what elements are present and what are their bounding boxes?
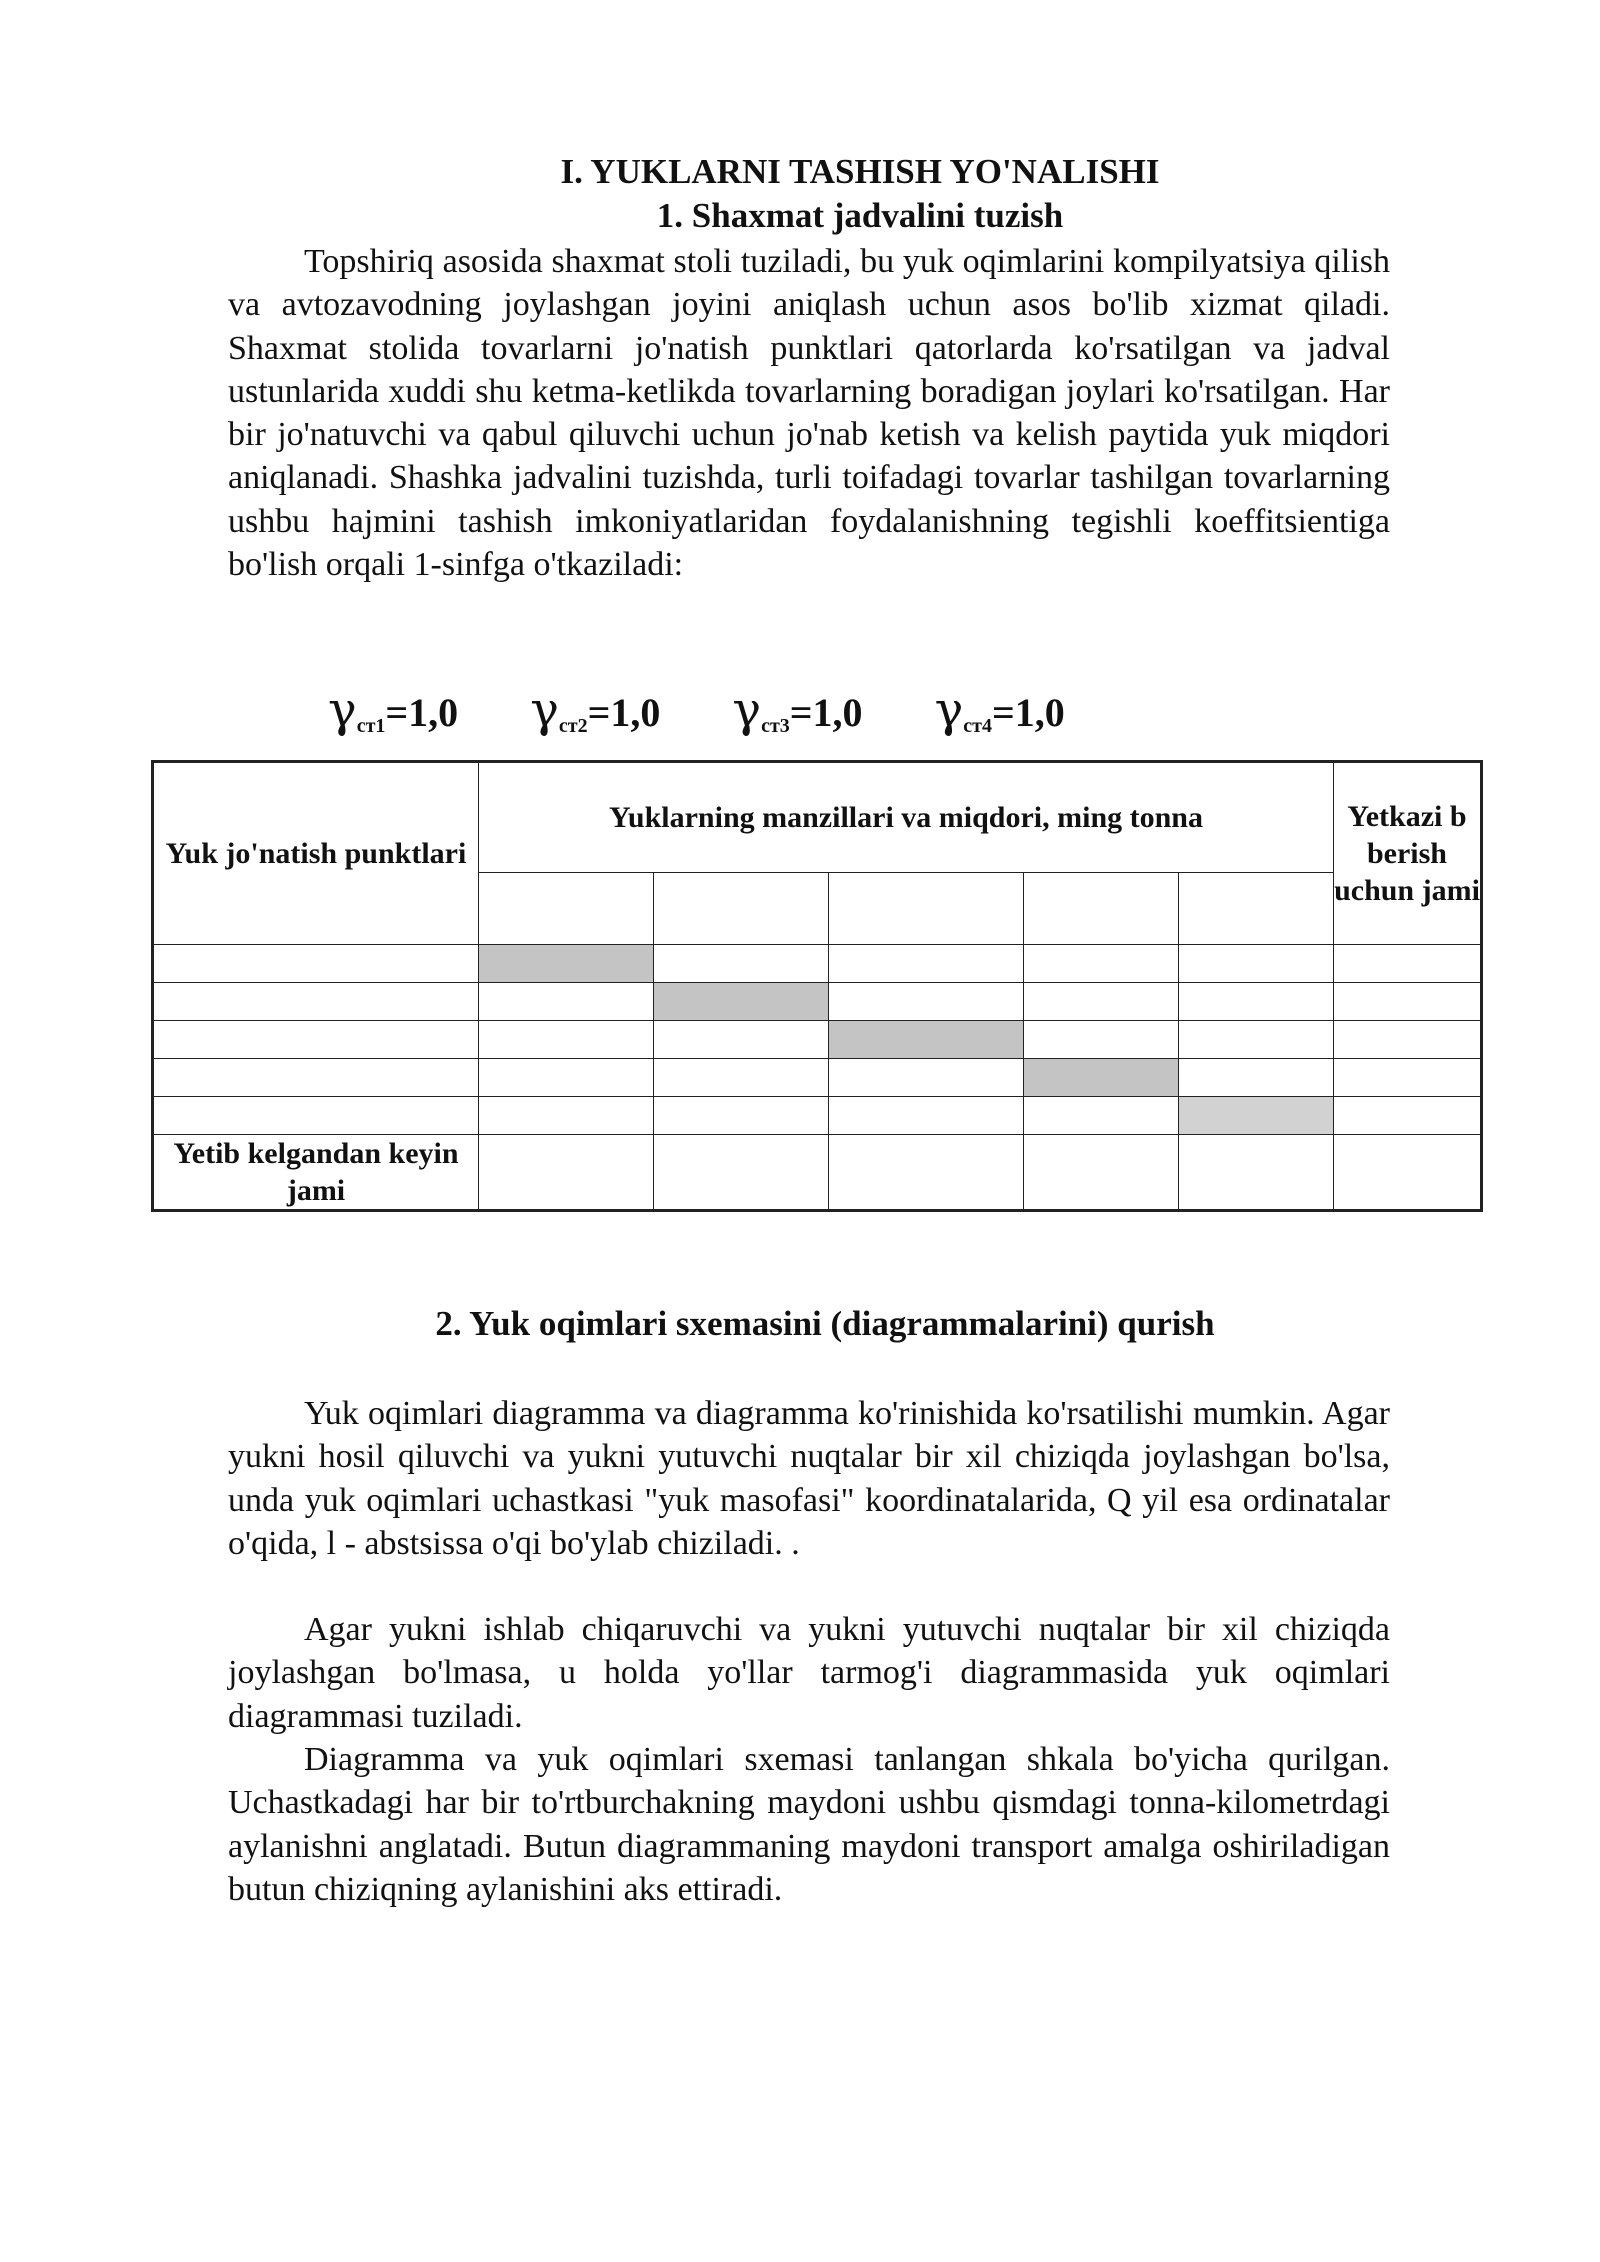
table-cell [829,873,1024,945]
table-cell [153,945,479,983]
table-cell [153,983,479,1021]
table-cell [479,1059,654,1097]
table-cell [1179,983,1334,1021]
table-row [153,1097,1482,1135]
paragraph-1: Topshiriq asosida shaxmat stoli tuziladi, bu yuk oqimlarini kompilyatsiya qilish va avtozavodning joylashgan joyini aniqlash uchun asos bo'lib xizmat qiladi. Shaxmat stolida tovarlarni jo'natish punktlari qatorlarda ko'rsatilgan va jadval ustunlarida xuddi shu ketma-ketlikda tovarlarning boradigan joylari ko'rsatilgan. Har bir jo'natuvchi va qabul qiluvchi uchun jo'nab ketish va kelish paytida yuk miqdori aniqlanadi. Shashka jadvalini tuzishda, turli toifadagi tovarlar tashilgan tovarlarning ushbu hajmini tashish imkoniyatlaridan foydalanishning tegishli koeffitsientiga bo'lish orqali 1-sinfga o'tkaziladi: [228,243,1390,584]
table-cell [829,1135,1024,1211]
coefficient-3: $\gamma_{ст3}=1,0$ [732,682,863,738]
table-cell [479,983,654,1021]
subsection-title-1: 1. Shaxmat jadvalini tuzish [656,196,1064,235]
table-cell [1334,945,1482,983]
table-cell [1024,945,1179,983]
table-cell [153,1097,479,1135]
table-cell-diagonal [479,945,654,983]
table-cell [153,1059,479,1097]
header-destinations: Yuklarning manzillari va miqdori, ming tonna [479,762,1334,873]
table-footer-row [153,1135,1482,1211]
table-cell [1179,1021,1334,1059]
table-cell [1024,1135,1179,1211]
table-cell-diagonal [654,983,829,1021]
table-cell [479,1097,654,1135]
chess-table [151,760,1483,1212]
paragraph-4: Diagramma va yuk oqimlari sxemasi tanlangan shkala bo'yicha qurilgan. Uchastkadagi har bir to'rtburchakning maydoni ushbu qismdagi tonna-kilometrdagi aylanishni anglatadi. Butun diagrammaning maydoni transport amalga oshiriladigan butun chiziqning aylanishini aks ettiradi. [228,1741,1390,1908]
table-cell [1334,1135,1482,1211]
section-title: I. YUKLARNI TASHISH YO'NALISHI [560,152,1160,191]
table-cell [829,1097,1024,1135]
table-row [153,983,1482,1021]
coefficient-1: $\gamma_{ст1}=1,0$ [328,682,459,738]
table-cell [654,873,829,945]
table-row [153,945,1482,983]
table-cell [1024,1097,1179,1135]
header-total: Yetkazi b berish uchun jami [1334,762,1482,945]
table-cell [654,1135,829,1211]
table-cell [829,983,1024,1021]
table-cell [479,873,654,945]
table-cell [1334,1097,1482,1135]
table-cell-diagonal [829,1021,1024,1059]
table-cell [1334,983,1482,1021]
subsection-title-2: 2. Yuk oqimlari sxemasini (diagrammalarini) qurish [435,1304,1215,1343]
table-cell [153,1021,479,1059]
table-cell [1334,1059,1482,1097]
table-row [153,1059,1482,1097]
paragraph-2: Yuk oqimlari diagramma va diagramma ko'rinishida ko'rsatilishi mumkin. Agar yukni hosil qiluvchi va yukni yutuvchi nuqtalar bir xil chiziqda joylashgan bo'lsa, unda yuk oqimlari uchastkasi "yuk masofasi" koordinatalarida, Q yil esa ordinatalar o'qida, l - abstsissa o'qi bo'ylab chiziladi. . [228,1395,1390,1562]
table-cell [1179,1135,1334,1211]
table-cell [654,945,829,983]
table-cell [654,1097,829,1135]
table-cell [1024,1021,1179,1059]
footer-label: Yetib kelgandan keyin jami [153,1135,479,1211]
table-cell [654,1059,829,1097]
table-cell-diagonal [1179,1097,1334,1135]
table-cell [1179,1059,1334,1097]
table-row [153,1021,1482,1059]
coefficient-4: $\gamma_{ст4}=1,0$ [934,682,1065,738]
header-origin: Yuk jo'natish punktlari [153,762,479,945]
table-cell [479,1021,654,1059]
table-header-row [153,762,1482,873]
table-cell [829,1059,1024,1097]
coefficient-formulas [328,680,1127,756]
table-cell [1334,1021,1482,1059]
table-cell [1024,983,1179,1021]
table-cell [829,945,1024,983]
table-cell-diagonal [1024,1059,1179,1097]
table-cell [1024,873,1179,945]
table-cell [479,1135,654,1211]
table-cell [654,1021,829,1059]
coefficient-2: $\gamma_{ст2}=1,0$ [530,682,661,738]
table-cell [1179,873,1334,945]
paragraph-3: Agar yukni ishlab chiqaruvchi va yukni yutuvchi nuqtalar bir xil chiziqda joylashgan bo'lmasa, u holda yo'llar tarmog'i diagrammasida yuk oqimlari diagrammasi tuziladi. [228,1611,1390,1735]
table-cell [1179,945,1334,983]
